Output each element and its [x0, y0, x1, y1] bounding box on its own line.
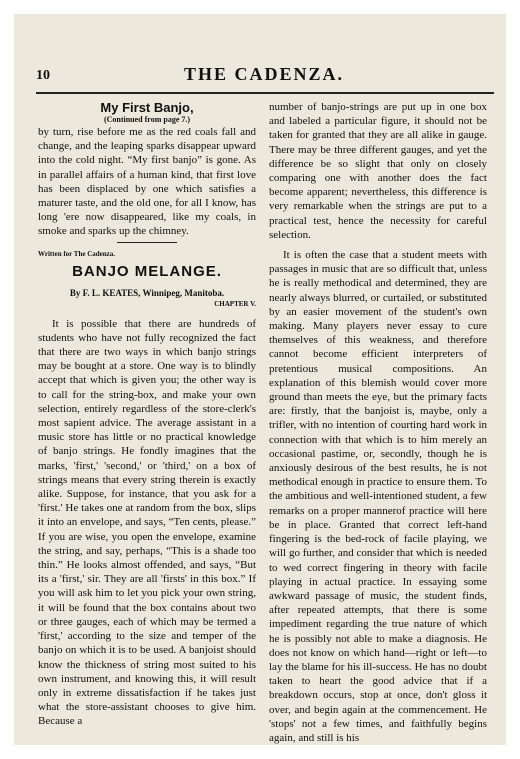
- right-column: [269, 100, 487, 745]
- article-paragraph: number of banjo-strings are put up in one box and labeled a particular figure, it should not be taken for granted that they are all alike in gauge. There may be three different gauges, and yet the difference be so slight that only on closely comparing one with another does the fact become apparent; nevertheless, this difference is very remarkable when the strings are put to a practical test, hence the necessity for careful selection.: [269, 101, 487, 241]
- left-column: [38, 100, 256, 729]
- page-number: 10: [36, 68, 50, 83]
- section-divider: [117, 242, 177, 243]
- magazine-page: [14, 14, 506, 745]
- page-header: [36, 64, 492, 88]
- written-for-note: Written for The Cadenza.: [38, 249, 115, 258]
- chapter-label: CHAPTER V.: [214, 299, 256, 308]
- article-title: My First Banjo,: [100, 100, 194, 115]
- author-byline: By F. L. KEATES, Winnipeg, Manitoba.: [69, 287, 225, 298]
- article-paragraph: It is often the case that a student meets with passages in music that are so difficult that, unless he is really methodical and determined, they are nearly always blurred, or curtailed, or substituted by an easier movement of the student's own making. Many players never essay to cure themselves of this weakness, and therefore cannot become efficient interpreters of pretentious musical compositions. An explanation of this blemish would cover more ground than meets the eye, but the primary facts are: firstly, that the banjoist is, maybe, only a trifler, with no intention of courting hard work in connection with that which is to him merely an occasional pastime, or, secondly, though he is anxiously desirous of the best results, he is not methodical enough in practice to ensure them. To the ambitious and well-intentioned student, a few remarks on a proper mannerof practice will here be in place. Granted that correct left-hand fingering is the bed-rock of facile playing, we will go further, and consider that which is needed to wed correct fingering in theory with facile playing in actual practice. In essaying some awkward passage of music, the student finds, after repeated attempts, that there is some impediment regarding the true nature of which he is possibly not able to make a diagnosis. He does not know on which hand—right or left—to lay the blame for his ill-success. He has no doubt taken to heart the good advice that if a breakdown occurs, stop at once, don't gloss it over, and begin again at the commencement. He 'stops' not a few times, and faithfully begins again, and still is his: [269, 249, 487, 744]
- banjo-melange-title: BANJO MELANGE.: [72, 262, 222, 280]
- continued-paragraph: by turn, rise before me as the red coals fall and change, and the leaping sparks disappear upward into the cold night. “My first banjo” is gone. As in parallel affairs of a human kind, that first love has been displaced by one which satisfies a maturer taste, and the old one, for all I know, has long 'ere now disappeared, like my coals, in smoke and sparks up the chimney.: [38, 126, 256, 238]
- header-rule: [36, 92, 494, 94]
- running-title: THE CADENZA.: [183, 64, 345, 84]
- continued-note: (Continued from page 7.): [103, 115, 191, 124]
- article-paragraph: It is possible that there are hundreds of students who have not fully recognized the fact that there are two ways in which banjo strings may be bought at a store. One way is to blindly accept that which is given you; the other way is to call for the string-box, and make your own selection, entirely regardless of the store-clerk's most sapient advice. The average assistant in a music store has little or no practical knowledge of banjo strings. He fondly imagines that the marks, 'first,' 'second,' or 'third,' on a box of strings means that every string therein is exactly alike. Suppose, for instance, that you ask for a 'first.' He takes one at random from the box, slips it into an envelope, and says, “Ten cents, please.” If you are wise, you open the envelope, examine the string, and say, perhaps, “This is a shade too thin.” He looks almost offended, and says, “But its a 'first,' sir. They are all 'firsts' in this box.” If you will ask him to let you pick your own string, it will be found that the box contains about two or three gauges, each of which may be termed a 'first,' according to the size and temper of the banjo on which it is to be used. A banjoist should know the thickness of string most suited to his own instrument, and knowing this, it will result only in extreme dissatisfaction if he takes just what the store-assistant chooses to give him. Because a: [38, 317, 256, 728]
